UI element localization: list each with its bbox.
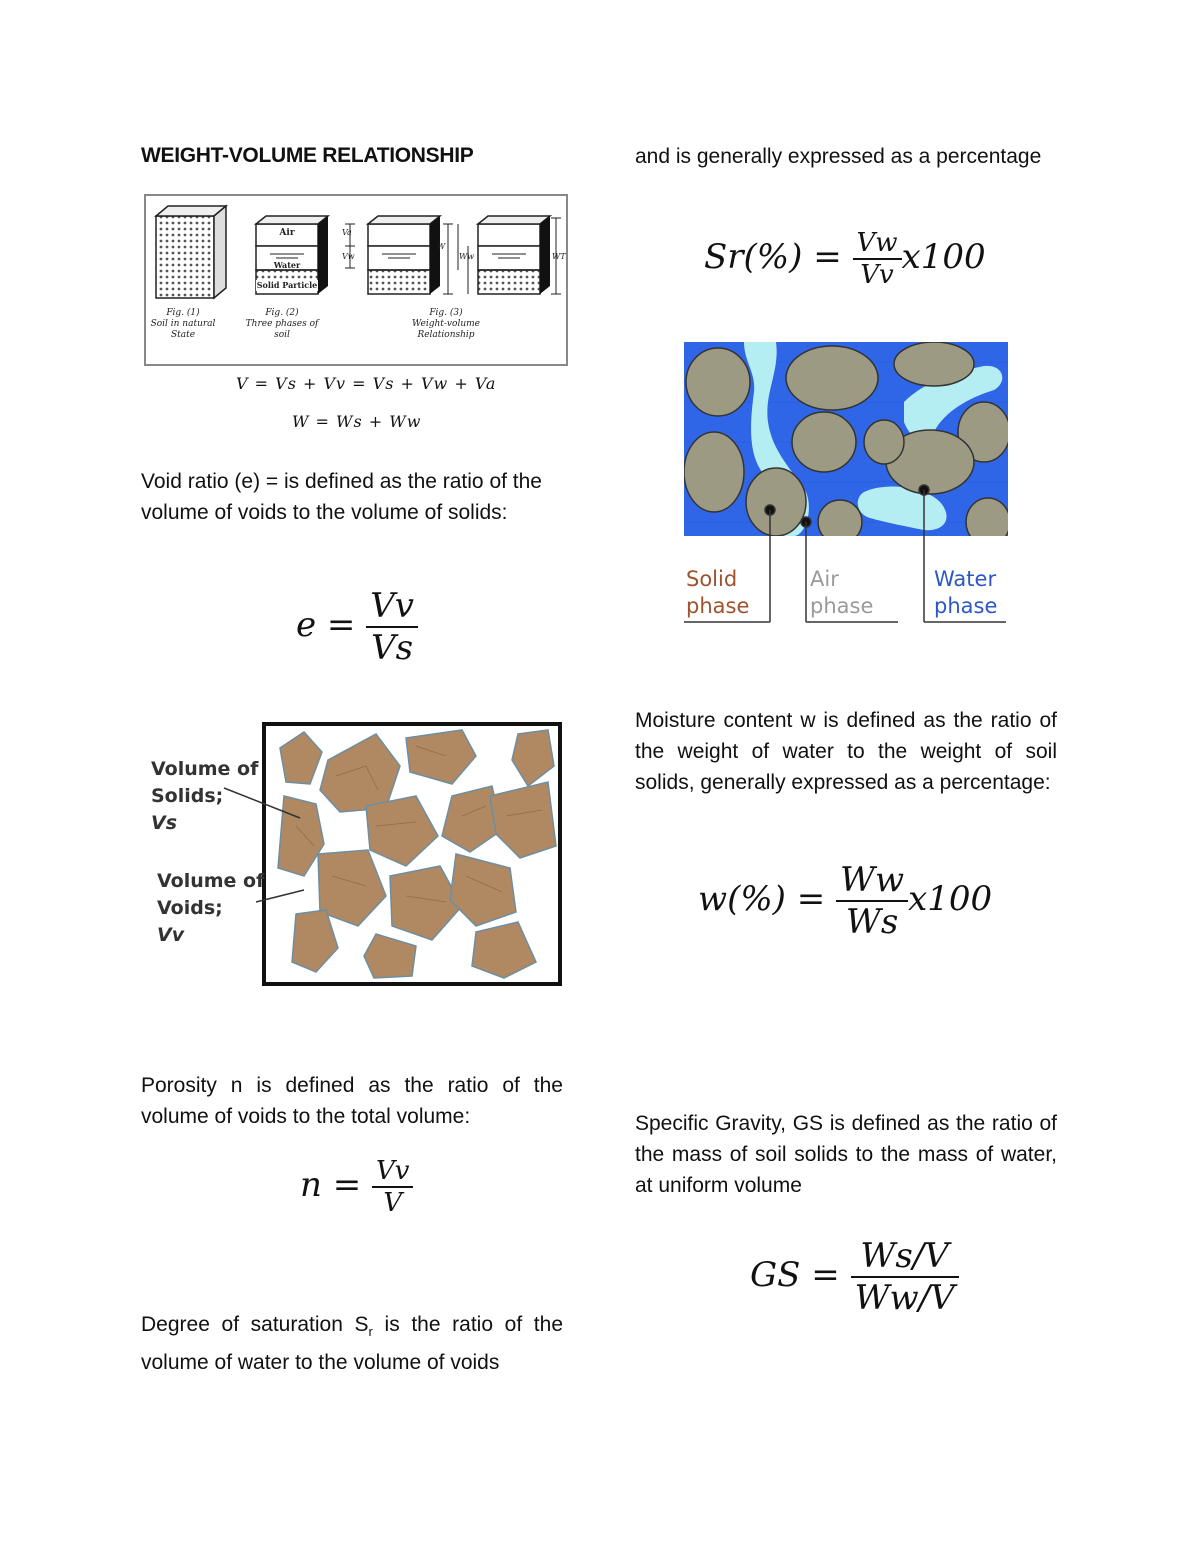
saturation-continued-text: and is generally expressed as a percentage bbox=[635, 145, 1042, 168]
weight-volume-block-a bbox=[368, 216, 440, 294]
saturation-equation: Sr(%) = $\frac{Vw}{Vv}$ x100 bbox=[704, 228, 986, 290]
air-label: Air bbox=[279, 228, 295, 238]
fig2-caption: Fig. (2) Three phases of soil bbox=[245, 308, 319, 340]
page-heading: WEIGHT-VOLUME RELATIONSHIP bbox=[141, 144, 474, 167]
fig1-caption: Fig. (1) Soil in natural State bbox=[150, 308, 216, 340]
moisture-equation: w(%) = $\frac{Ww}{Ws}$ x100 bbox=[698, 860, 993, 942]
soil-natural-cube bbox=[156, 206, 226, 298]
phase-diagram-figure bbox=[144, 194, 568, 366]
dim-vw: Vw bbox=[342, 252, 355, 261]
specific-gravity-text: Specific Gravity, GS is defined as the ratio of the mass of soil solids to the mass of water, at uniform volume bbox=[635, 1112, 1057, 1197]
dim-wt: WT bbox=[552, 252, 566, 261]
volume-of-solids-label: Volume of Solids; Vs bbox=[151, 758, 259, 834]
saturation-text: Degree of saturation $S_r$ is the ratio of the volume of water to the volume of voids bbox=[141, 1313, 564, 1375]
volume-equation: V = Vs + Vv = Vs + Vw + Va bbox=[236, 374, 497, 393]
weight-volume-block-b bbox=[478, 216, 550, 294]
porosity-text: Porosity n is defined as the ratio of the volume of voids to the total volume: bbox=[141, 1074, 563, 1128]
porosity-equation: n = $\frac{Vv}{V}$ bbox=[300, 1156, 413, 1218]
moisture-content-text: Moisture content w is defined as the ratio of the weight of water to the weight of soil solids, generally expressed as a percentage: bbox=[635, 709, 1057, 794]
fig3-caption: Fig. (3) Weight-volume Relationship bbox=[412, 308, 480, 340]
dim-w: W bbox=[437, 242, 446, 251]
dim-ww: Ww bbox=[459, 252, 475, 261]
void-ratio-text: Void ratio (e) = is defined as the ratio of the volume of voids to the volume of solids: bbox=[141, 470, 542, 524]
water-phase-label: Water phase bbox=[934, 567, 998, 618]
solid-phase-label: Solid phase bbox=[686, 567, 750, 618]
solid-particle-label: Solid Particle bbox=[256, 280, 318, 290]
dim-va: Va bbox=[342, 228, 352, 237]
volume-of-voids-label: Volume of Voids; Vv bbox=[157, 870, 265, 946]
weight-equation: W = Ws + Ww bbox=[292, 412, 422, 431]
specific-gravity-equation: GS = $\frac{Ws/V}{Ww/V}$ bbox=[750, 1236, 959, 1318]
air-phase-label: Air phase bbox=[810, 567, 874, 618]
void-ratio-equation: e = $\frac{Vv}{Vs}$ bbox=[296, 586, 418, 668]
water-label: Water bbox=[273, 260, 301, 270]
